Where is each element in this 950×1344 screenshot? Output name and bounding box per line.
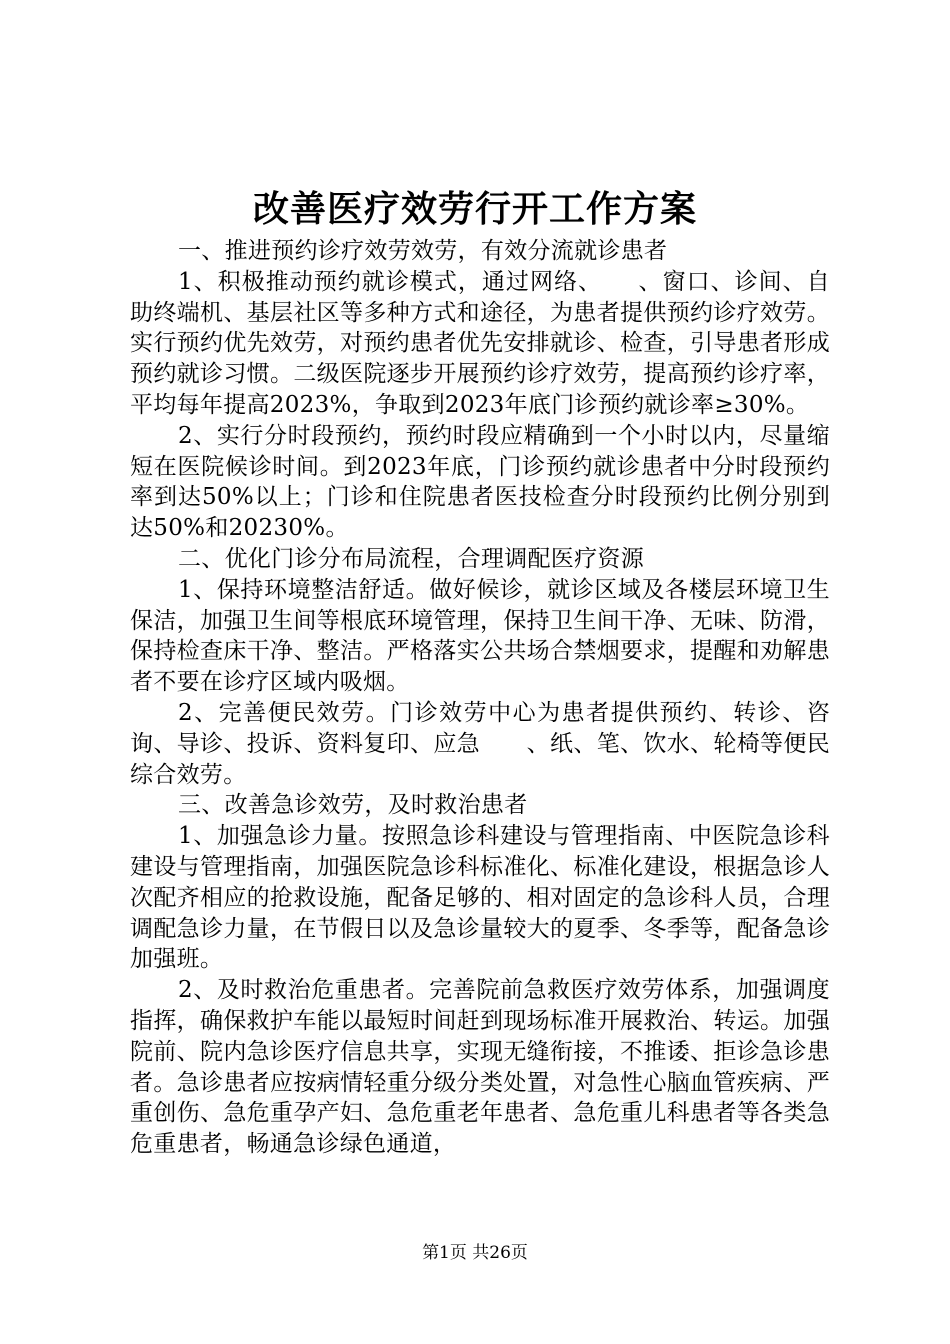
document-body [130, 236, 830, 1160]
paragraph: 2、及时救治危重患者。完善院前急救医疗效劳体系，加强调度指挥，确保救护车能以最短时间赶到现场标准开展救治、转运。加强院前、院内急诊医疗信息共享，实现无缝衔接，不推诿、拒诊急诊患者。急诊患者应按病情轻重分级分类处置，对急性心脑血管疾病、严重创伤、急危重孕产妇、急危重老年患者、急危重儿科患者等各类急危重患者，畅通急诊绿色通道， [130, 977, 830, 1158]
section-heading-3: 三、改善急诊效劳，及时救治患者 [178, 792, 528, 819]
document-title: 改善医疗效劳行开工作方案 [252, 188, 697, 230]
paragraph: 1、积极推动预约就诊模式，通过网络、 、窗口、诊间、自助终端机、基层社区等多种方式和途径，为患者提供预约诊疗效劳。实行预约优先效劳，对预约患者优先安排就诊、检查，引导患者形成预约就诊习惯。二级医院逐步开展预约诊疗效劳，提高预约诊疗率，平均每年提高2023%，争取到2023年底门诊预约就诊率≥30%。 [130, 268, 830, 418]
paragraph: 1、保持环境整洁舒适。做好候诊，就诊区域及各楼层环境卫生保洁，加强卫生间等根底环境管理，保持卫生间干净、无味、防滑，保持检查床干净、整洁。严格落实公共场合禁烟要求，提醒和劝解患者不要在诊疗区域内吸烟。 [130, 576, 830, 696]
paragraph: 2、完善便民效劳。门诊效劳中心为患者提供预约、转诊、咨询、导诊、投诉、资料复印、应急 、纸、笔、饮水、轮椅等便民综合效劳。 [130, 699, 830, 788]
paragraph: 1、加强急诊力量。按照急诊科建设与管理指南、中医院急诊科建设与管理指南，加强医院急诊科标准化、标准化建设，根据急诊人次配齐相应的抢救设施，配备足够的、相对固定的急诊科人员，合理调配急诊力量，在节假日以及急诊量较大的夏季、冬季等，配备急诊加强班。 [130, 823, 830, 973]
section-heading-1: 一、推进预约诊疗效劳效劳，有效分流就诊患者 [178, 238, 668, 264]
paragraph: 2、实行分时段预约，预约时段应精确到一个小时以内，尽量缩短在医院候诊时间。到2023年底，门诊预约就诊患者中分时段预约率到达50%以上；门诊和住院患者医技检查分时段预约比例分别到达50%和20230%。 [130, 422, 830, 542]
section-heading-2: 二、优化门诊分布局流程，合理调配医疗资源 [178, 545, 644, 572]
page-number-footer: 第1页 共26页 [422, 1243, 528, 1263]
